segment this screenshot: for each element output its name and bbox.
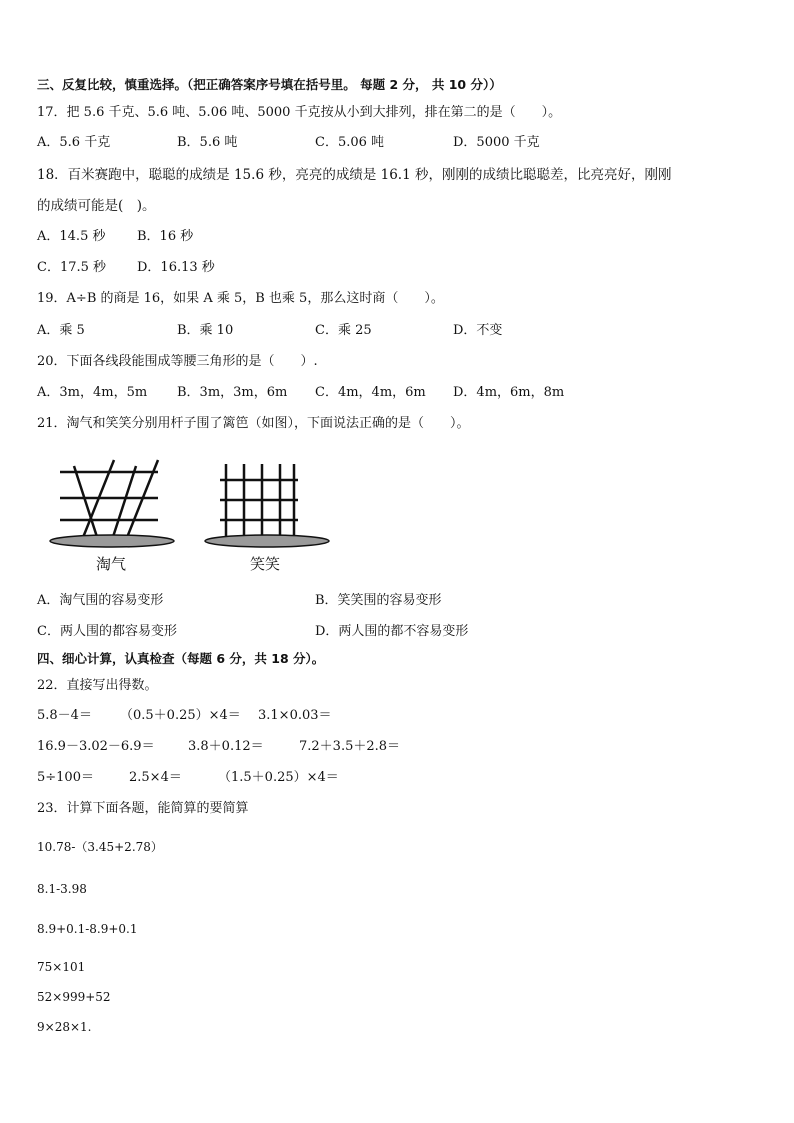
figure-label-xiaoxiao: 笑笑 (250, 555, 281, 573)
taoqi-ground (50, 535, 174, 547)
q21-option-d: D．两人围的都不容易变形 (315, 624, 469, 639)
q18-text-line1: 18．百米赛跑中，聪聪的成绩是 15.6 秒，亮亮的成绩是 16.1 秒，刚刚的成绩比聪聪差，比亮亮好，刚刚 (37, 167, 672, 183)
q21-option-b: B．笑笑围的容易变形 (315, 593, 442, 608)
q22-text: 22．直接写出得数。 (37, 678, 158, 693)
q22-r3c2: 2.5×4＝ (129, 770, 182, 785)
q22-r2c2: 3.8＋0.12＝ (188, 739, 264, 754)
q23-item-6: 9×28×1. (37, 1020, 92, 1034)
q20-option-b: B．3m，3m，6m (177, 385, 288, 400)
q23-text: 23．计算下面各题，能简算的要简算 (37, 801, 249, 816)
q20-option-c: C．4m，4m，6m (315, 385, 426, 400)
q19-option-a: A．乘 5 (37, 323, 85, 338)
xiaoxiao-ground (205, 535, 329, 547)
q17-text: 17．把 5.6 千克、5.6 吨、5.06 吨、5000 千克按从小到大排列，排在第二的是（ ）。 (37, 105, 562, 120)
q17-option-b: B．5.6 吨 (177, 135, 238, 150)
q23-item-3: 8.9+0.1-8.9+0.1 (37, 922, 138, 936)
q20-text: 20．下面各线段能围成等腰三角形的是（ ）. (37, 354, 318, 369)
q23-item-1: 10.78-（3.45+2.78） (37, 840, 163, 854)
q18-option-b: B．16 秒 (137, 229, 194, 244)
q17-option-c: C．5.06 吨 (315, 135, 385, 150)
q18-option-c: C．17.5 秒 (37, 260, 107, 275)
q17-option-d: D．5000 千克 (453, 135, 540, 150)
q19-option-c: C．乘 25 (315, 323, 372, 338)
taoqi-fence (60, 460, 158, 540)
q22-r1c3: 3.1×0.03＝ (258, 708, 332, 723)
fence-figure (40, 448, 340, 578)
q18-text-line2: 的成绩可能是( )。 (37, 198, 156, 214)
section4-heading: 四、细心计算，认真检查（每题 6 分，共 18 分）。 (37, 651, 325, 666)
q21-option-c: C．两人围的都容易变形 (37, 624, 177, 639)
q22-r1c2: （0.5＋0.25）×4＝ (120, 708, 241, 723)
q19-option-d: D．不变 (453, 323, 503, 338)
section3-heading: 三、反复比较，慎重选择。（把正确答案序号填在括号里。 每题 2 分， 共 10 分）） (37, 77, 502, 92)
q19-text: 19．A÷B 的商是 16，如果 A 乘 5，B 也乘 5，那么这时商（ ）。 (37, 291, 444, 306)
q18-option-a: A．14.5 秒 (37, 229, 106, 244)
q23-item-4: 75×101 (37, 960, 86, 974)
q21-text: 21．淘气和笑笑分别用杆子围了篱笆（如图），下面说法正确的是（ ）。 (37, 416, 470, 431)
figure-label-taoqi: 淘气 (96, 555, 127, 573)
q23-item-2: 8.1-3.98 (37, 882, 87, 896)
q22-r3c3: （1.5＋0.25）×4＝ (218, 770, 339, 785)
q23-item-5: 52×999+52 (37, 990, 111, 1004)
q22-r2c3: 7.2＋3.5＋2.8＝ (299, 739, 401, 754)
q17-option-a: A．5.6 千克 (37, 135, 111, 150)
q22-r2c1: 16.9－3.02－6.9＝ (37, 739, 155, 754)
xiaoxiao-fence (220, 464, 298, 538)
q20-option-d: D．4m，6m，8m (453, 385, 565, 400)
q18-option-d: D．16.13 秒 (137, 260, 215, 275)
q20-option-a: A．3m，4m，5m (37, 385, 148, 400)
q22-r1c1: 5.8－4＝ (37, 708, 92, 723)
q22-r3c1: 5÷100＝ (37, 770, 94, 785)
q21-option-a: A．淘气围的容易变形 (37, 593, 164, 608)
q19-option-b: B．乘 10 (177, 323, 234, 338)
